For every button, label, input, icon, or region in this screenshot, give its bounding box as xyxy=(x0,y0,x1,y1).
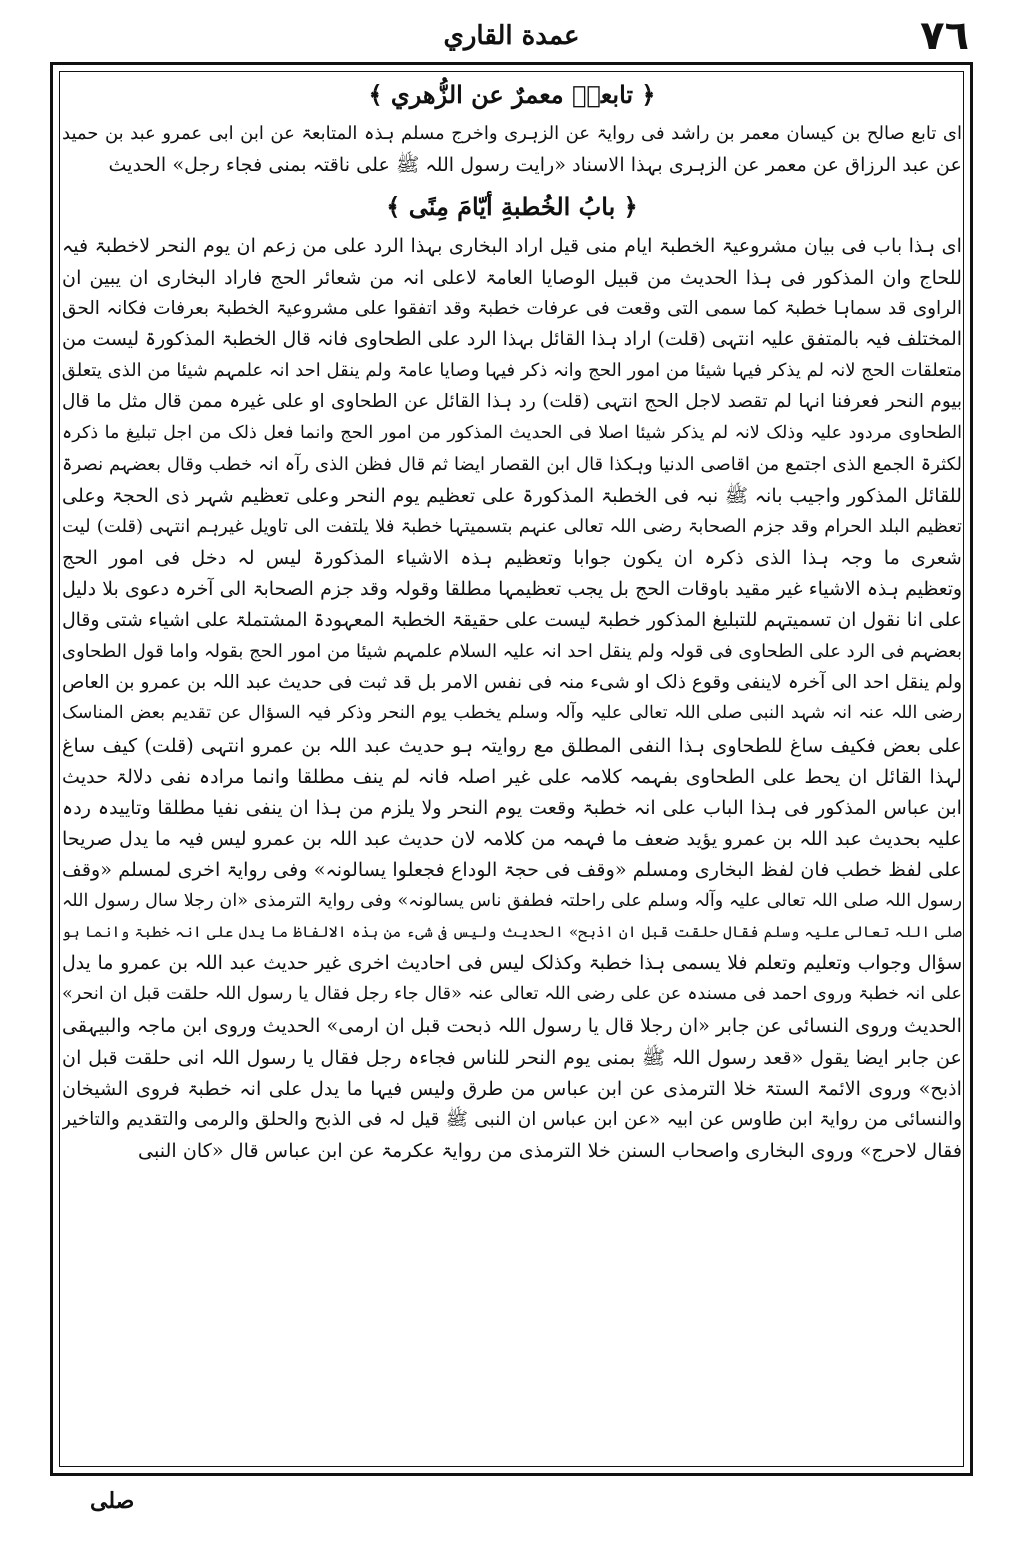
text-line: علی انہ خطبۃ وروی احمد فی مسندہ عن علی رضی اللہ تعالی عنہ «قال جاء رجل فقال یا رسول اللہ حلقت قبل ان انحر» xyxy=(62,984,962,1005)
text-line: الحدیث وروی النسائی عن جابر «ان رجلا قال یا رسول اللہ ذبحت قبل ان ارمی» الحدیث وروی ابن ماجہ والبیہقی xyxy=(62,1014,962,1038)
text-line: الراوی قد سماہا خطبۃ کما سمی التی وقعت فی عرفات خطبۃ وقد اتفقوا علی مشروعیۃ الخطبۃ بعرفات فکانہ الحق xyxy=(62,297,962,319)
text-line: ای تابع صالح بن کیسان معمر بن راشد فی روایۃ عن الزہری واخرج مسلم ہذہ المتابعۃ عن ابن ابی عمرو عبد بن حمید xyxy=(62,123,962,144)
page-body xyxy=(62,74,962,1469)
text-line: ولم ینقل احد الی آخرہ لاینفی وقوع ذلک او شیء منہ فی نفس الامر بل قد ثبت فی حدیث عبد اللہ بن عمرو بن العاص xyxy=(62,672,962,694)
text-line: متعلقات الحج لانہ لم یذکر فیہا شیئا من امور الحج وانہ ذکر فیہا وصایا عامۃ ولم ینقل احد انہ علمہم شیئا من الذی یتعلق xyxy=(62,360,962,382)
text-line: ابن عباس المذکور فی ہذا الباب علی انہ خطبۃ وقعت یوم النحر ولا یلزم من ہذا ان ینفی نفیا مطلقا وتاییدہ ردہ xyxy=(62,796,962,820)
text-line: شعری ما وجہ ہذا الذی ذکرہ ان یکون جوابا وتعظیم ہذہ الاشیاء المذکورۃ لیس لہ دخل فی امور الحج xyxy=(62,546,962,570)
text-line: سؤال وجواب وتعلیم وتعلم فلا یسمی ہذا خطبۃ وکذلک لیس فی احادیث اخری غیر حدیث عبد اللہ بن عمرو ما یدل xyxy=(62,953,962,975)
text-line: بیوم النحر فعرفنا انہا لم تقصد لاجل الحج انتہی (قلت) رد ہذا القائل عن الطحاوی او علی غیرہ ممن قال مثل ما قال xyxy=(62,391,962,413)
text-line: علیہ بحدیث عبد اللہ بن عمرو یؤید ضعف ما فہمہ من کلامہ لان حدیث عبد اللہ بن عمرو لیس فیہ ما یدل صریحا xyxy=(62,827,962,851)
section-heading-1 xyxy=(62,76,962,114)
page-number: ٧٦ xyxy=(920,13,969,59)
text-line: فقال لاحرج» وروی البخاری واصحاب السنن خلا الترمذی من روایۃ عکرمۃ عن ابن عباس قال «کان النبی xyxy=(137,1139,962,1163)
heading-1-text: ﴿ تابعہٗ معمرٌ عن الزُّهري ﴾ xyxy=(368,80,656,109)
text-line: وتعظیم ہذہ الاشیاء غیر مقید باوقات الحج بل یجب تعظیمہا مطلقا وقولہ وقد جزم الصحابۃ الی آخرہ دعوی بلا دلیل xyxy=(62,578,962,600)
text-line: رسول اللہ صلی اللہ تعالی علیہ وآلہ وسلم علی راحلتہ فطفق ناس یسالونہ» وفی روایۃ الترمذی «ان رجلا سال رسول اللہ xyxy=(62,890,962,911)
text-line: للحاج وان المذکور فی ہذا الحدیث من قبیل الوصایا العامۃ لاعلی انہ من شعائر الحج فاراد البخاری ان یبین ان xyxy=(62,265,962,289)
text-line: الطحاوی مردود علیہ وذلک لانہ لم یذکر شیئا اصلا فی الحدیث المذکور من امور الحج وانما فعل ذلک من اجل تبلیغ ما ذکرہ xyxy=(62,422,962,443)
section-1-text xyxy=(62,118,962,180)
section-heading-2 xyxy=(62,188,962,226)
text-line: والنسائی من روایۃ ابن طاوس عن ابیہ «عن ابن عباس ان النبی ﷺ قیل لہ فی الذبح والحلق والرمی والتقدیم والتاخیر xyxy=(62,1109,962,1131)
text-line: رضی اللہ عنہ انہ شہد النبی صلی اللہ تعالی علیہ وآلہ وسلم یخطب یوم النحر وذکر فیہ السؤال عن تقدیم بعض المناسک xyxy=(62,703,962,724)
text-line: عن عبد الرزاق عن معمر عن الزہری بہذا الاسناد «رایت رسول اللہ ﷺ علی ناقتہ بمنی فجاء رجل» الحدیث xyxy=(108,153,962,177)
text-line: المختلف فیہ بالمتفق علیہ انتہی (قلت) اراد ہذا القائل بہذا الرد علی الطحاوی فانہ قال الخطبۃ المذکورۃ لیست من xyxy=(62,329,962,351)
text-line: صلی اللہ تعالی علیہ وسلم فقال حلقت قبل ان اذبح» الحدیث ولیس فی شیء من ہذہ الالفاظ ما یدل علی انہ خطبۃ وانما ہو xyxy=(62,922,962,941)
text-line: لہذا القائل ان یحط علی الطحاوی بفہمہ کلامہ علی غیر اصلہ فانہ لم ینف مطلقا وانما مرادہ نفی دلالۃ حدیث xyxy=(62,764,962,788)
text-line: بعضہم فی الرد علی الطحاوی فی قولہ ولم ینقل احد انہ علیہ السلام علمہم شیئا من امور الحج بقولہ واما قول الطحاوی xyxy=(62,641,962,663)
text-line: لکثرۃ الجمع الذی اجتمع من اقاصی الدنیا وہکذا قال ابن القصار ایضا ثم قال فظن الذی رآہ انہ خطب وقال بعضہم نصرۃ xyxy=(62,453,962,475)
text-line: تعظیم البلد الحرام وقد جزم الصحابۃ رضی اللہ تعالی عنہم بتسمیتہا خطبۃ فلا یلتفت الی تاویل غیرہم انتہی (قلت) لیت xyxy=(62,516,962,538)
page-header xyxy=(44,14,979,58)
text-line: للقائل المذکور واجیب بانہ ﷺ نبہ فی الخطبۃ المذکورۃ علی تعظیم یوم النحر وعلی تعظیم شہر ذی الحجۃ وعلی xyxy=(62,484,962,508)
text-line: عن جابر ایضا یقول «قعد رسول اللہ ﷺ بمنی یوم النحر للناس فجاءہ رجل فقال یا رسول اللہ انی حلقت قبل ان xyxy=(62,1045,962,1069)
text-line: اذبح» وروی الائمۃ الستۃ خلا الترمذی عن ابن عباس من طرق ولیس فیہا ما یدل علی انہ خطبۃ فروی الشیخان xyxy=(62,1076,962,1100)
catchword: صلی xyxy=(90,1488,135,1514)
text-line: ای ہذا باب فی بیان مشروعیۃ الخطبۃ ایام منی قیل اراد البخاری بہذا الرد علی من زعم ان یوم النحر لاخطبۃ فیہ xyxy=(62,234,962,258)
text-line: علی انا نقول ان تسمیتہم للتبلیغ المذکور خطبۃ لیست علی حقیقۃ الخطبۃ المعہودۃ المشتملۃ علی اشیاء شتی وقال xyxy=(62,609,962,631)
text-line: علی بعض فکیف ساغ للطحاوی ہذا النفی المطلق مع روایتہ ہو حدیث عبد اللہ بن عمرو انتہی (قلت) کیف ساغ xyxy=(62,733,962,757)
running-title: عمدة القاري xyxy=(443,21,580,51)
section-2-text xyxy=(62,230,962,1166)
text-line: علی لفظ خطب فان لفظ البخاری ومسلم «وقف فی حجۃ الوداع فجعلوا یسالونہ» وفی روایۃ اخری لمسلم «وقف xyxy=(62,858,962,882)
heading-2-text: ﴿ بابُ الخُطبةِ أيّامَ مِنًى ﴾ xyxy=(386,192,638,222)
